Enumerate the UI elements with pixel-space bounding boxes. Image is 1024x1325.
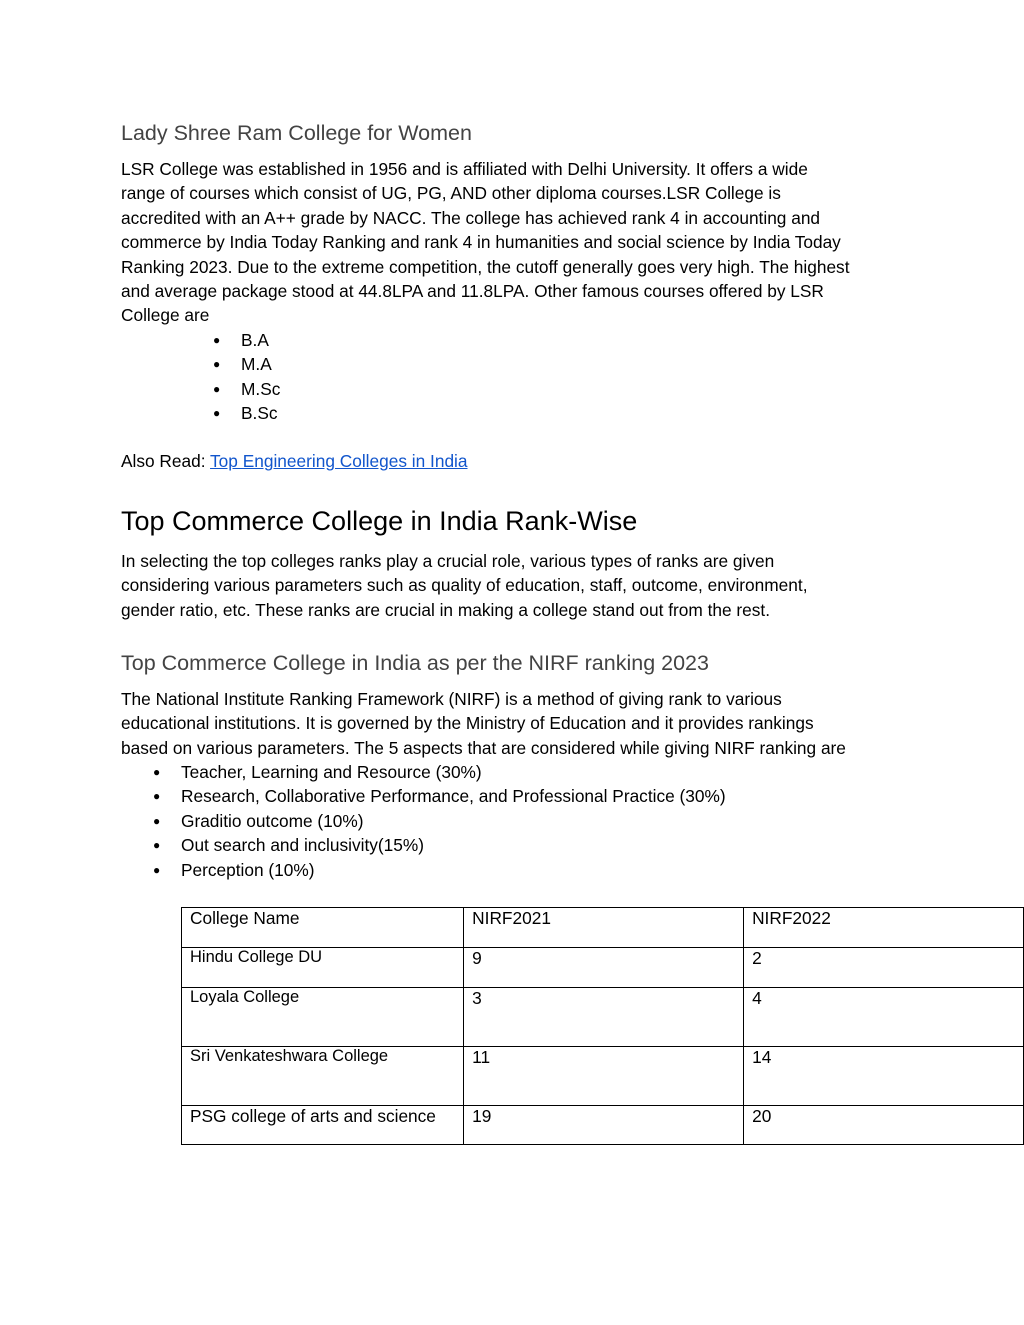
list-item xyxy=(153,809,726,833)
table-cell: 14 xyxy=(744,1047,1024,1106)
list-item-text: Research, Collaborative Performance, and Professional Practice (30%) xyxy=(181,786,726,807)
table-header-cell: College Name xyxy=(182,908,464,948)
nirf-aspects-list xyxy=(153,760,726,882)
table-cell: Sri Venkateshwara College xyxy=(182,1047,464,1106)
list-item-text: B.A xyxy=(241,330,269,350)
paragraph-line: Ranking 2023. Due to the extreme competition, the cutoff generally goes very high. The highest xyxy=(121,256,850,277)
bullet-icon: ● xyxy=(153,862,161,877)
table-header-row xyxy=(182,908,1024,948)
commerce-heading: Top Commerce College in India Rank-Wise xyxy=(121,506,638,536)
table-row xyxy=(182,1047,1024,1106)
lsr-heading: Lady Shree Ram College for Women xyxy=(121,121,472,145)
table-row xyxy=(182,1106,1024,1145)
list-item-text: B.Sc xyxy=(241,403,278,424)
list-item xyxy=(213,401,280,425)
table-cell: 9 xyxy=(464,948,744,988)
nirf-ranking-table xyxy=(181,907,1024,1145)
list-item xyxy=(153,833,726,857)
table-header-cell: NIRF2022 xyxy=(744,908,1024,948)
bullet-icon: ● xyxy=(153,813,161,828)
commerce-paragraph xyxy=(121,549,921,622)
table-cell: Hindu College DU xyxy=(182,948,464,988)
list-item-text: Graditio outcome (10%) xyxy=(181,810,364,831)
also-read-label: Also Read: xyxy=(121,451,211,471)
engineering-colleges-link[interactable]: Top Engineering Colleges in India xyxy=(210,451,468,471)
nirf-paragraph xyxy=(121,687,921,760)
list-item xyxy=(213,352,280,376)
paragraph-line: range of courses which consist of UG, PG, AND other diploma courses.LSR College is xyxy=(121,183,781,204)
paragraph-line: accredited with an A++ grade by NACC. The college has achieved rank 4 in accounting and xyxy=(121,207,821,228)
list-item xyxy=(153,760,726,784)
table-row xyxy=(182,988,1024,1047)
list-item-text: Perception (10%) xyxy=(181,859,315,880)
paragraph-line: gender ratio, etc. These ranks are crucial in making a college stand out from the rest. xyxy=(121,599,771,620)
table-cell: 11 xyxy=(464,1047,744,1106)
table-cell: 20 xyxy=(744,1106,1024,1145)
paragraph-line: considering various parameters such as quality of education, staff, outcome, environment, xyxy=(121,575,808,596)
paragraph-line: based on various parameters. The 5 aspects that are considered while giving NIRF ranking are xyxy=(121,737,846,758)
paragraph-line: In selecting the top colleges ranks play a crucial role, various types of ranks are given xyxy=(121,551,775,571)
bullet-icon: ● xyxy=(213,381,221,396)
nirf-heading: Top Commerce College in India as per the NIRF ranking 2023 xyxy=(121,651,709,675)
bullet-icon: ● xyxy=(153,765,161,779)
list-item xyxy=(213,328,280,352)
paragraph-line: educational institutions. It is governed by the Ministry of Education and it provides rankings xyxy=(121,713,814,734)
table-row xyxy=(182,948,1024,988)
bullet-icon: ● xyxy=(213,333,221,347)
list-item xyxy=(153,858,726,882)
also-read xyxy=(121,449,468,473)
table-cell: PSG college of arts and science xyxy=(182,1106,464,1145)
bullet-icon: ● xyxy=(213,406,221,421)
lsr-courses-list xyxy=(213,328,281,426)
list-item xyxy=(213,377,281,401)
lsr-paragraph xyxy=(121,157,921,328)
list-item xyxy=(153,784,726,808)
table-cell: 3 xyxy=(464,988,744,1047)
table-header-cell: NIRF2021 xyxy=(464,908,744,948)
bullet-icon: ● xyxy=(213,357,221,372)
paragraph-line: LSR College was established in 1956 and is affiliated with Delhi University. It offers a wide xyxy=(121,159,808,179)
paragraph-line: College are xyxy=(121,305,210,326)
paragraph-line: commerce by India Today Ranking and rank 4 in humanities and social science by India Today xyxy=(121,232,841,253)
list-item-text: M.A xyxy=(241,354,272,375)
paragraph-line: The National Institute Ranking Framework (NIRF) is a method of giving rank to various xyxy=(121,689,782,709)
paragraph-line: and average package stood at 44.8LPA and 11.8LPA. Other famous courses offered by LSR xyxy=(121,281,824,302)
bullet-icon: ● xyxy=(153,838,161,853)
table-cell: 2 xyxy=(744,948,1024,988)
list-item-text: Out search and inclusivity(15%) xyxy=(181,835,425,856)
bullet-icon: ● xyxy=(153,789,161,804)
list-item-text: Teacher, Learning and Resource (30%) xyxy=(181,762,482,782)
list-item-text: M.Sc xyxy=(241,378,281,399)
table-cell: 4 xyxy=(744,988,1024,1047)
table-cell: 19 xyxy=(464,1106,744,1145)
table-cell: Loyala College xyxy=(182,988,464,1047)
